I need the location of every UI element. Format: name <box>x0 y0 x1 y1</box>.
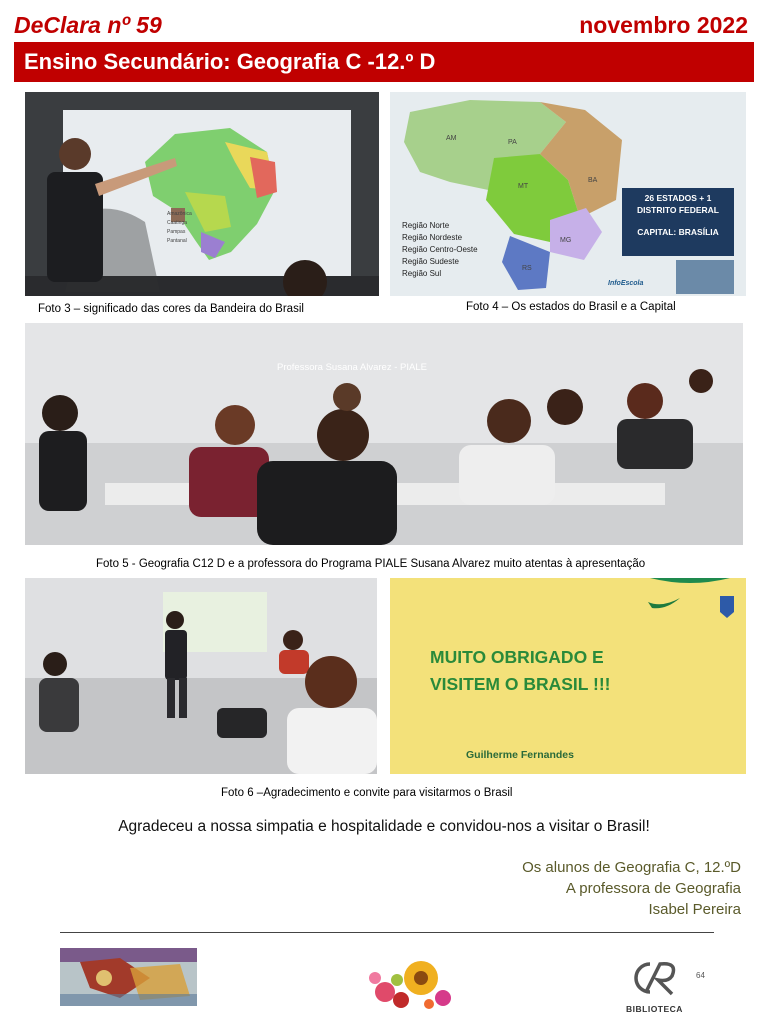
legend-item: Pantanal <box>167 238 187 244</box>
signature-line-3: Isabel Pereira <box>648 901 741 918</box>
issue-date: novembro 2022 <box>579 12 748 38</box>
signature-line-1: Os alunos de Geografia C, 12.ºD <box>522 859 741 876</box>
slide-author: Guilherme Fernandes <box>466 749 574 761</box>
legend-item-sudeste: Região Sudeste <box>402 257 459 266</box>
photo5-caption: Foto 5 - Geografia C12 D e a professora do Programa PIALE Susana Alvarez muito atentas à apresentação <box>96 558 646 570</box>
mural-image <box>60 948 197 1006</box>
legend-item: Pampas <box>167 229 186 235</box>
photo3-caption: Foto 3 – significado das cores da Bandeira do Brasil <box>38 303 304 315</box>
states-info-box <box>622 192 734 238</box>
page-number: 64 <box>696 971 705 980</box>
photo-6b-slide <box>390 578 746 774</box>
photo6-caption: Foto 6 –Agradecimento e convite para visitarmos o Brasil <box>221 787 513 799</box>
svg-text:MT: MT <box>518 183 529 190</box>
legend-item: Amazônica <box>167 211 192 217</box>
flowers-image <box>363 956 455 1010</box>
infoescola-logo: InfoEscola <box>608 280 644 287</box>
box-line-2: DISTRITO FEDERAL <box>636 205 719 215</box>
library-logo <box>620 958 690 1016</box>
photo-4 <box>390 92 746 296</box>
signature-block <box>522 857 741 920</box>
presentation-room-illustration <box>25 578 377 774</box>
slide-line-2: VISITEM O BRASIL !!! <box>430 674 611 694</box>
legend-item-centro-oeste: Região Centro-Oeste <box>402 245 478 254</box>
photo3-legend <box>167 210 192 246</box>
body-paragraph: Agradeceu a nossa simpatia e hospitalidade e convidou-nos a visitar o Brasil! <box>118 818 650 835</box>
photo4-caption: Foto 4 – Os estados do Brasil e a Capital <box>466 301 676 313</box>
classroom-projection-illustration <box>25 92 379 296</box>
svg-text:BA: BA <box>588 177 598 184</box>
slide-line-1: MUITO OBRIGADO E <box>430 647 604 667</box>
legend-item-sul: Região Sul <box>402 269 442 278</box>
issue-title: DeClara nº 59 <box>14 12 162 38</box>
teacher-overlay-label: Professora Susana Alvarez - PIALE <box>277 362 427 373</box>
photo-6a <box>25 578 377 774</box>
footer-divider <box>60 932 714 933</box>
legend-item-nordeste: Região Nordeste <box>402 233 463 242</box>
box-line-1: 26 ESTADOS + 1 <box>644 193 712 203</box>
svg-text:PA: PA <box>508 139 517 146</box>
svg-text:MG: MG <box>560 237 572 244</box>
box-line-3: CAPITAL: BRASÍLIA <box>637 227 719 237</box>
legend-item: Caatinga <box>167 220 188 226</box>
signature-line-2: A professora de Geografia <box>565 880 741 897</box>
library-logo-icon <box>620 958 690 998</box>
library-label: BIBLIOTECA <box>626 1004 683 1014</box>
section-banner: Ensino Secundário: Geografia C -12.º D <box>14 42 754 82</box>
classroom-students-illustration <box>25 323 743 545</box>
svg-text:RS: RS <box>522 265 532 272</box>
photo-5 <box>25 323 743 545</box>
photo-3 <box>25 92 379 296</box>
slide-thanks-text <box>430 644 611 698</box>
svg-text:AM: AM <box>446 135 457 142</box>
photo4-legend <box>402 220 478 280</box>
legend-item-norte: Região Norte <box>402 221 450 230</box>
